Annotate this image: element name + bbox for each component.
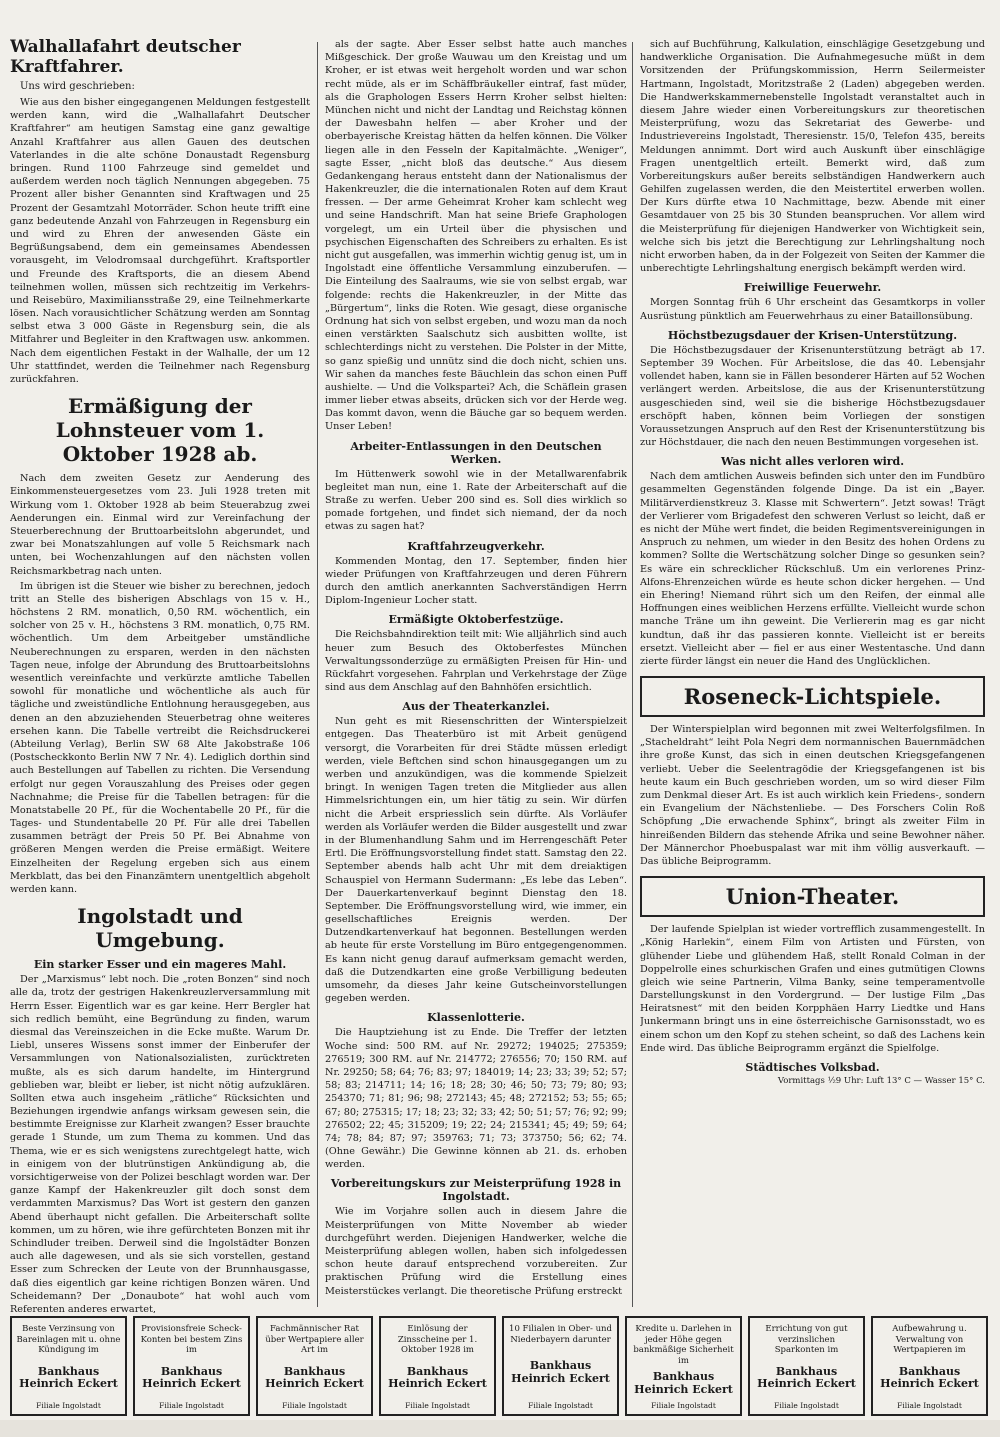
cinema-header-roseneck: Roseneck-Lichtspiele.: [640, 676, 985, 717]
article-paragraph: Morgen Sonntag früh 6 Uhr erscheint das Gesamtkorps in voller Ausrüstung pünktlich am Feuerwehrhaus zu einer Bataillonsübung.: [640, 297, 985, 322]
ad-text: Provisionsfreie Scheck-Konten bei bestem Zins im: [140, 1324, 243, 1356]
article-paragraph: als der sagte. Aber Esser selbst hatte auch manches Mißgeschick. Der große Wauwau um den Kreistag und um Kroher, er ist etwas weit hergeholt worden und war schon recht müde, als er im Schäffbräukeller eintraf, fast müder, als die Graphologen Essers Herrn Kroher selbst hielten: München nicht und nicht der Landtag und Reichstag können der Dawesbahn helfen — aber Kroher und der oberbayerische Kreistag hätten da helfen können. Die Völker liegen alle in den Fesseln der Kapitalmächte. „Weniger“, sagte Esser, „nicht bloß das deutsche.“ Aus diesem Gedankengang heraus entsteht dann der Nationalismus der Hakenkreuzler, die die internationalen Roten auf dem Kraut fressen. — Der arme Geheimrat Kroher kam schlecht weg und seine Handschrift. Man hat seine Briefe Graphologen vorgelegt, um ein Urteil über die physischen und psychischen Eigenschaften des Schreibers zu erhalten. Es ist nicht gut ausgefallen, was immerhin wichtig genug ist, um in Ingolstadt eine öffentliche Versammlung einzuberufen. — Die Einteilung des Saalraums, wie sie von selbst ergab, war folgende: rechts die Hakenkreuzler, in der Mitte das „Bürgertum“, links die Roten. Wie gesagt, diese organische Ordnung hat sich von selbst ergeben, und wozu man da noch einen verstärkten Saalschutz sich ausbitten wollte, ist schlechterdings nicht zu verstehen. Die Polster in der Mitte, so ganz spießig und unnütz sind die doch nicht, schien uns. Wir sahen da manches feste Bäuchlein das schon einen Puff aushielte. — Und die Volkspartei? Ach, die Schäflein grasen immer lieber etwas abseits, drücken sich vor der Herde weg. Das kommt davon, wenn die Bäuche gar so bequem werden. Unser Leben!: [325, 39, 627, 433]
ad-bank-name: Bankhaus Heinrich Eckert: [511, 1359, 610, 1385]
ad-text: Errichtung von gut verzinslichen Sparkonten im: [765, 1324, 848, 1356]
bank-ad: [625, 1316, 742, 1416]
article-paragraph: sich auf Buchführung, Kalkulation, einschlägige Gesetzgebung und handwerkliche Organisation. Die Aufnahmegesuche müßt in dem Vorsitzenden der Prüfungskommission, Herrn Seilermeister Hartmann, Ingolstadt, Moritzstraße 2 (Laden) abgegeben werden. Die Handwerkskammernebenstelle Ingolstadt veranstaltet auch in diesem Jahre wieder einen Vorbereitungskurs zur theoretischen Meisterprüfung, wozu das Sekretariat des Gewerbe- und Industrievereins Ingolstadt, Theresienstr. 15/0, Telefon 435, bereits Meldungen annimmt. Dort wird auch Auskunft über einschlägige Fragen unentgeltlich erteilt. Bemerkt wird, daß zum Vorbereitungskurs außer bereits selbständigen Handwerkern auch Gehilfen zugelassen werden, die den Meistertitel erwerben wollen. Der Kurs dürfte etwa 10 Nachmittage, bezw. Abende mit einer Gesamtdauer von 25 bis 30 Stunden beanspruchen. Vor allem wird die Meisterprüfung für diejenigen Handwerker von Wichtigkeit sein, welche sich bis jetzt die Berechtigung zur Lehrlingshaltung noch nicht erworben haben, da in der Folgezeit von Seiten der Kammer die unberechtigte Lehrlingshaltung energisch bekämpft werden wird.: [640, 39, 985, 275]
ad-text: Fachmännischer Rat über Wertpapiere aller Art im: [265, 1324, 364, 1356]
article-paragraph: Der laufende Spielplan ist wieder vortrefflich zusammengestellt. In „König Harlekin“, einem Film von Artisten und Fürsten, von glühender Liebe und glühendem Haß, stellt Ronald Colman in der Doppelrolle eines schurkischen Grafen und eines gutmütigen Clowns gleich wie seine Partnerin, Vilma Banky, seine temperamentvolle Darstellungskunst in den Vordergrund. — Der lustige Film „Das Heiratsnest“ mit den beiden Korpphäen Harry Liedtke und Hans Junkermann bringt uns in eine österreichische Garnisonsstadt, wo es einem schon um den Kopf zu stehen scheint, so daß des Lachens kein Ende wird. Das übliche Beiprogramm ergänzt die Spielfolge.: [640, 924, 985, 1054]
article-paragraph: Die Reichsbahndirektion teilt mit: Wie alljährlich sind auch heuer zum Besuch des Oktoberfestes München Verwaltungssonderzüge zu ermäßigten Preisen für Hin- und Rückfahrt vorgesehen. Fahrplan und Verkehrstage der Züge sind aus dem Anschlag auf den Bahnhöfen ersichtlich.: [325, 629, 627, 694]
ad-branch: Filiale Ingolstadt: [651, 1400, 716, 1410]
ad-bank-name: Bankhaus Heinrich Eckert: [880, 1364, 979, 1391]
ad-text: Aufbewahrung u. Verwaltung von Wertpapieren im: [892, 1324, 967, 1356]
ad-bank-name: Bankhaus Heinrich Eckert: [388, 1364, 487, 1391]
article-paragraph: Kommenden Montag, den 17. September, finden hier wieder Prüfungen von Kraftfahrzeugen und deren Führern durch den amtlich anerkannten Sachverständigen Herrn Diplom-Ingenieur Locher statt.: [325, 555, 627, 607]
article-paragraph: Im übrigen ist die Steuer wie bisher zu berechnen, jedoch tritt an Stelle des bisherigen Abschlags von 15 v. H., höchstens 2 RM. monatlich, 0,50 RM. wöchentlich, ein solcher von 25 v. H., höchstens 3 RM. monatlich, 0,75 RM. wöchentlich. Um dem Arbeitgeber umständliche Neuberechnungen zu ersparen, werden in den nächsten Tagen neue, infolge der Abrundung des Bruttoarbeitslohns wesentlich vereinfachte und verkürzte amtliche Tabellen sowohl für monatliche und wöchentliche als auch für tägliche und zweistündliche Entlohnung herausgegeben, aus denen an den abzuziehenden Steuerbetrag ohne weiteres ersehen kann. Die Tabelle vertreibt die Reichsdruckerei (Abteilung Verlag), Berlin SW 68 Alte Jakobstraße 106 (Postscheckkonto Berlin NW 7 Nr. 4). Lediglich dorthin sind auch Bestellungen auf Tabellen zu richten. Die Versendung erfolgt nur gegen Vorauszahlung des Preises oder gegen Nachnahme; die Preise für die Tabellen betragen: für die Monatstabelle 20 Pf., für die Wochentabelle 20 Pf., für die Tages- und Stundentabelle 20 Pf. Für alle drei Tabellen zusammen beträgt der Preis 50 Pf. Bei Abnahme von größeren Mengen werden die Preise ermäßigt. Weitere Einzelheiten der Regelung ergeben sich aus einem Merkblatt, das bei den Finanzämtern unentgeltlich abgeholt werden kann.: [10, 580, 310, 896]
ad-bank-name: Bankhaus Heinrich Eckert: [19, 1364, 118, 1391]
ad-text: Beste Verzinsung von Bareinlagen mit u. ohne Kündigung im: [16, 1324, 121, 1356]
subheadline: Freiwillige Feuerwehr.: [743, 281, 882, 295]
subheadline: Kraftfahrzeugverkehr.: [407, 539, 545, 553]
article-paragraph: Der „Marxismus“ lebt noch. Die „roten Bonzen“ sind noch alle da, trotz der gestrigen Hakenkreuzlerversammlung mit Herrn Esser. Eigentlich war es gar keine. Herr Bergler hat sich redlich bemüht, eine Begründung zu finden, warum diesmal das Vereinszeichen in die Ecke mußte. Warum Dr. Liebl, unseres Wissens sonst immer der Einberufer der Versammlungen von Nationalsozialisten, zurücktreten mußte, als es sich darum handelte, im Hintergrund geblieben war, bleibt er lieber, ist nicht nötig aufzuklären. Sollten etwa auch insgeheim „rätliche“ Rücksichten und Beziehungen irgendwie anfangs wirksam gewesen sein, die bestimmte Ereignisse zur Klarheit zwangen? Esser brauchte gerade 1 Stunde, um zum Thema zu kommen. Und das Thema, wie er es sich wenigstens zurechtgelegt hatte, wich in einigem von der blutrünstigen Ankündigung ab, die vorsichtigerweise von der Polizei beschlagt worden war. Der ganze Kampf der Hakenkreuzler gilt doch sonst dem verdammten Marxismus? Das Wort ist gestern den ganzen Abend überhaupt nicht gefallen. Die Arbeiterschaft sollte kommen, um zu hören, wie ihre gefürchteten Bonzen mit ihr Schindluder treiben. Derweil sind die Ingolstädter Bonzen auch alle dagewesen, und als sie sich vorstellen, gestand Esser zum Schrecken der Leute von der Brunnhausgasse, daß dies eigentlich gar keine richtigen Bonzen wären. Und Scheidemann? Der „Donaubote“ hat wohl auch vom Referenten anderes erwartet,: [10, 974, 310, 1313]
column-1: [10, 38, 310, 1313]
subheadline: Aus der Theaterkanzlei.: [402, 700, 550, 714]
subheadline: Höchstbezugsdauer der Krisen-Unterstützung.: [667, 328, 958, 342]
article-paragraph: Die Höchstbezugsdauer der Krisenunterstützung beträgt ab 17. September 39 Wochen. Für Arbeitslose, die das 40. Lebensjahr vollendet haben, kann sie in Fällen besonderer Härten auf 52 Wochen verlängert werden. Arbeitslose, die aus der Krisenunterstützung ausgeschieden sind, weil sie die bisherige Höchstbezugsdauer erschöpft haben, können beim Vorliegen der sonstigen Voraussetzungen Anspruch auf den Rest der Krisenunterstützung bis zur Höchstdauer, die nach den neuen Bestimmungen vorgesehen ist.: [640, 344, 985, 449]
article-paragraph: Die Hauptziehung ist zu Ende. Die Treffer der letzten Woche sind: 500 RM. auf Nr. 29272; 194025; 275359; 276519; 300 RM. auf Nr. 214772; 276556; 70; 150 RM. auf Nr. 29250; 58; 64; 76; 83; 97; 184019; 14; 23; 33; 39; 52; 57; 58; 83; 214711; 14; 16; 18; 28; 30; 46; 50; 73; 79; 80; 93; 254370; 71; 81; 96; 98; 272143; 45; 48; 272152; 53; 55; 65; 67; 80; 275315; 17; 18; 23; 32; 33; 42; 50; 51; 57; 76; 92; 99; 276502; 22; 45; 315209; 19; 22; 24; 215341; 45; 49; 59; 64; 74; 78; 84; 87; 97; 359763; 71; 73; 373750; 56; 62; 74. (Ohne Gewähr.) Die Gewinne können ab 21. ds. erhoben werden.: [325, 1027, 627, 1171]
ad-bank-name: Bankhaus Heinrich Eckert: [142, 1364, 241, 1391]
ad-text: 10 Filialen in Ober- und Niederbayern darunter: [509, 1324, 612, 1345]
intro-line: Uns wird geschrieben:: [20, 81, 135, 93]
article-paragraph: Wie aus den bisher eingegangenen Meldungen festgestellt werden kann, wird die „Walhallafahrt Deutscher Kraftfahrer“ am heutigen Samstag eine ganz gewaltige Anzahl Kraftfahrer aus allen Gauen des deutschen Vaterlandes in die alte schöne Donaustadt Regensburg bringen. Rund 1100 Fahrzeuge sind gemeldet und außerdem werden noch täglich Nennungen abgegeben. 75 Prozent aller bisher Genannten sind Kraftwagen und 25 Prozent der Gesamtzahl Motorräder. Schon heute trifft eine ganz bedeutende Anzahl von Fahrzeugen in Regensburg ein und wird zu Ehren der anwesenden Gäste ein Begrüßungsabend, dem ein gemeinsames Abendessen vorausgeht, im Velodromsaal durchgeführt. Kraftsportler und Freunde des Kraftsports, die an diesem Abend teilnehmen wollen, müssen sich rechtzeitig im Verkehrs- und Reisebüro, Maximiliansstraße 29, eine Teilnehmerkarte lösen. Nach vorausichtlicher Schätzung werden am Sonntag selbst etwa 3 000 Gäste in Regensburg sein, die als Mitfahrer und Begleiter in den Kraftwagen usw. ankommen. Nach dem eigentlichen Festakt in der Walhalle, der um 12 Uhr stattfindet, werden die Teilnehmer nach Regensburg zurückfahren.: [10, 97, 310, 386]
ad-bank-name: Bankhaus Heinrich Eckert: [265, 1364, 364, 1391]
bank-ad: [379, 1316, 496, 1416]
ad-bank-name: Bankhaus Heinrich Eckert: [634, 1369, 733, 1396]
bank-ad: [502, 1316, 619, 1416]
article-paragraph: Nun geht es mit Riesenschritten der Winterspielzeit entgegen. Das Theaterbüro ist mit Arbeit genügend versorgt, die Vorarbeiten für drei Städte müssen erledigt werden, viele Beftchen sind schon hinausgegangen um zu werben und anzukündigen, was die kommende Spielzeit bringt. In wenigen Tagen treten die Mitglieder aus allen Himmelsrichtungen ein, um hier tätig zu sein. Wir dürfen nicht die Arbeit erspriesslich sein dürfte. Als Vorläufer werden als Vorläufer werden die Bilder ausgestellt und zwar in der Blumenhandlung Sahm und im Herrengeschäft Peter Ertl. Die Eröffnungsvorstellung findet statt. Samstag den 22. September abends halb acht Uhr mit dem dreiaktigen Schauspiel von Hermann Sudermann: „Es lebe das Leben“. Der Dauerkartenverkauf beginnt Dienstag den 18. September. Die Eröffnungsvorstellung wird, wie immer, ein gesellschaftliches Ereignis werden. Der Dutzendkartenverkauf hat begonnen. Bestellungen werden ab heute für erste Vorstellung im Büro entgegengenommen. Es kann nicht genug darauf aufmerksam gemacht werden, daß die Dutzendkarten eine große Verbilligung bedeuten umsomehr, da dieses Jahr keine Gutscheinvorstellungen gegeben werden.: [325, 716, 627, 1005]
column-3: [640, 38, 985, 1313]
ad-branch: Filiale Ingolstadt: [159, 1400, 224, 1410]
bank-ad: [748, 1316, 865, 1416]
headline-ingolstadt: Ingolstadt und Umgebung.: [77, 904, 243, 953]
subheadline: Was nicht alles verloren wird.: [720, 455, 905, 469]
subheadline: Ermäßigte Oktoberfestzüge.: [388, 613, 564, 627]
page-bottom-margin: [0, 1420, 1000, 1437]
ad-branch: Filiale Ingolstadt: [774, 1400, 839, 1410]
cinema-header-union: Union-Theater.: [640, 876, 985, 917]
ad-text: Kredite u. Darlehen in jeder Höhe gegen bankmäßige Sicherheit im: [633, 1324, 734, 1366]
headline-walhallafahrt: Walhallafahrt deutscher Kraftfahrer.: [10, 38, 241, 77]
ad-bank-name: Bankhaus Heinrich Eckert: [757, 1364, 856, 1391]
subheadline: Klassenlotterie.: [427, 1011, 525, 1025]
bath-temperature-line: Vormittags ½9 Uhr: Luft 13° C — Wasser 15° C.: [777, 1076, 985, 1086]
subheadline: Städtisches Volksbad.: [745, 1061, 880, 1074]
article-paragraph: Im Hüttenwerk sowohl wie in der Metallwarenfabrik begleitet man nun, eine 1. Rate der Arbeiterschaft auf die Straße zu werfen. Ueber 200 sind es. Soll dies wirklich so pomade fortgehen, und findet sich niemand, der da noch etwas zu sagen hat?: [325, 468, 627, 533]
subheadline: Arbeiter-Entlassungen in den Deutschen Werken.: [350, 439, 602, 466]
article-paragraph: Nach dem zweiten Gesetz zur Aenderung des Einkommensteuergesetzes vom 23. Juli 1928 treten mit Wirkung vom 1. Oktober 1928 ab beim Steuerabzug zwei Aenderungen ein. Einmal wird zur Vereinfachung der Steuerberechnung der Bruttoarbeitslohn abgerundet, und zwar bei Monatszahlungen auf volle 5 Reichsmark nach unten, bei Wochenzahlungen auf den nächsten vollen Reichsmarkbetrag nach unten.: [10, 473, 310, 577]
article-paragraph: Wie im Vorjahre sollen auch in diesem Jahre die Meisterprüfungen von Mitte November ab wieder durchgeführt werden. Diejenigen Handwerker, welche die Meisterprüfung ablegen wollen, haben sich infolgedessen schon heute darauf entsprechend vorzubereiten. Zur praktischen Prüfung wird die Erstellung eines Meisterstückes verlangt. Die theoretische Prüfung erstreckt: [325, 1206, 627, 1297]
article-paragraph: Nach dem amtlichen Ausweis befinden sich unter den im Fundbüro gesammelten Gegenständen folgende Dinge. Da ist ein „Bayer. Militärverdienstkreuz 3. Klasse mit Schwertern“. Jetzt sowas! Trägt der Verlierer vom Brigadefest den schweren Verlust so leicht, daß er es nicht der Mühe wert findet, die beiden Regimentsvereinigungen in Anspruch zu nehmen, um wieder in den Besitz des hohen Ordens zu kommen? Sollte die Wertschätzung solcher Dinge so gesunken sein? Es wäre ein schrecklicher Rückschluß. Um ein verlorenes Prinz-Alfons-Ehrenzeichen würde es heute schon dicker hergehen. — Und ein Ehering! Niemand rührt sich um den Reifen, der einmal alle Hoffnungen eines weiblichen Herzens erfüllte. Vielleicht wurde schon manche Träne um ihn geweint. Die Verliererin mag es gar nicht kundtun, daß ihr das passieren konnte. Vielleicht ist er bereits ersetzt. Vielleicht aber — fiel er aus einer Westentasche. Und dann zierte fürder längst ein neuer die Hand des Unglücklichen.: [640, 471, 985, 667]
column-rule: [632, 42, 633, 1307]
subheadline: Vorbereitungskurs zur Meisterprüfung 1928 in Ingolstadt.: [330, 1177, 622, 1204]
ad-branch: Filiale Ingolstadt: [405, 1400, 470, 1410]
bank-ad: [871, 1316, 988, 1416]
subheadline: Ein starker Esser und ein mageres Mahl.: [33, 958, 287, 972]
bank-ad-row: [10, 1316, 988, 1416]
bank-ad: [256, 1316, 373, 1416]
ad-branch: Filiale Ingolstadt: [282, 1400, 347, 1410]
ad-text: Einlösung der Zinsscheine per 1. Oktober 1928 im: [397, 1324, 478, 1356]
column-rule: [317, 42, 318, 1307]
bank-ad: [10, 1316, 127, 1416]
ad-branch: Filiale Ingolstadt: [36, 1400, 101, 1410]
ad-branch: Filiale Ingolstadt: [528, 1400, 593, 1410]
column-2: [325, 38, 627, 1313]
article-paragraph: Der Winterspielplan wird begonnen mit zwei Welterfolgsfilmen. In „Stacheldraht“ leiht Pola Negri dem normannischen Bauernmädchen ihre große Kunst, das sich in einen deutschen Kriegsgefangenen verliebt. Ueber die Seelentragödie der Kriegsgefangenen ist bis heute kaum ein Buch geschrieben worden, um so wird dieser Film zum Denkmal dieser Art. Es ist auch wirklich kein Friedens-, sondern ein Evangelium der Nächstenliebe. — Des Forschers Colin Roß Schöpfung „Die erwachende Sphinx“, bringt als zweiter Film in hinreißenden Bildern das stehende Afrika und seine Bewohner näher. Der Männerchor Phoebuspalast war mit ihm völlig ausverkauft. — Das übliche Beiprogramm.: [640, 724, 985, 867]
bank-ad: [133, 1316, 250, 1416]
ad-branch: Filiale Ingolstadt: [897, 1400, 962, 1410]
headline-lohnsteuer: Ermäßigung der Lohnsteuer vom 1. Oktober 1928 ab.: [55, 394, 265, 467]
